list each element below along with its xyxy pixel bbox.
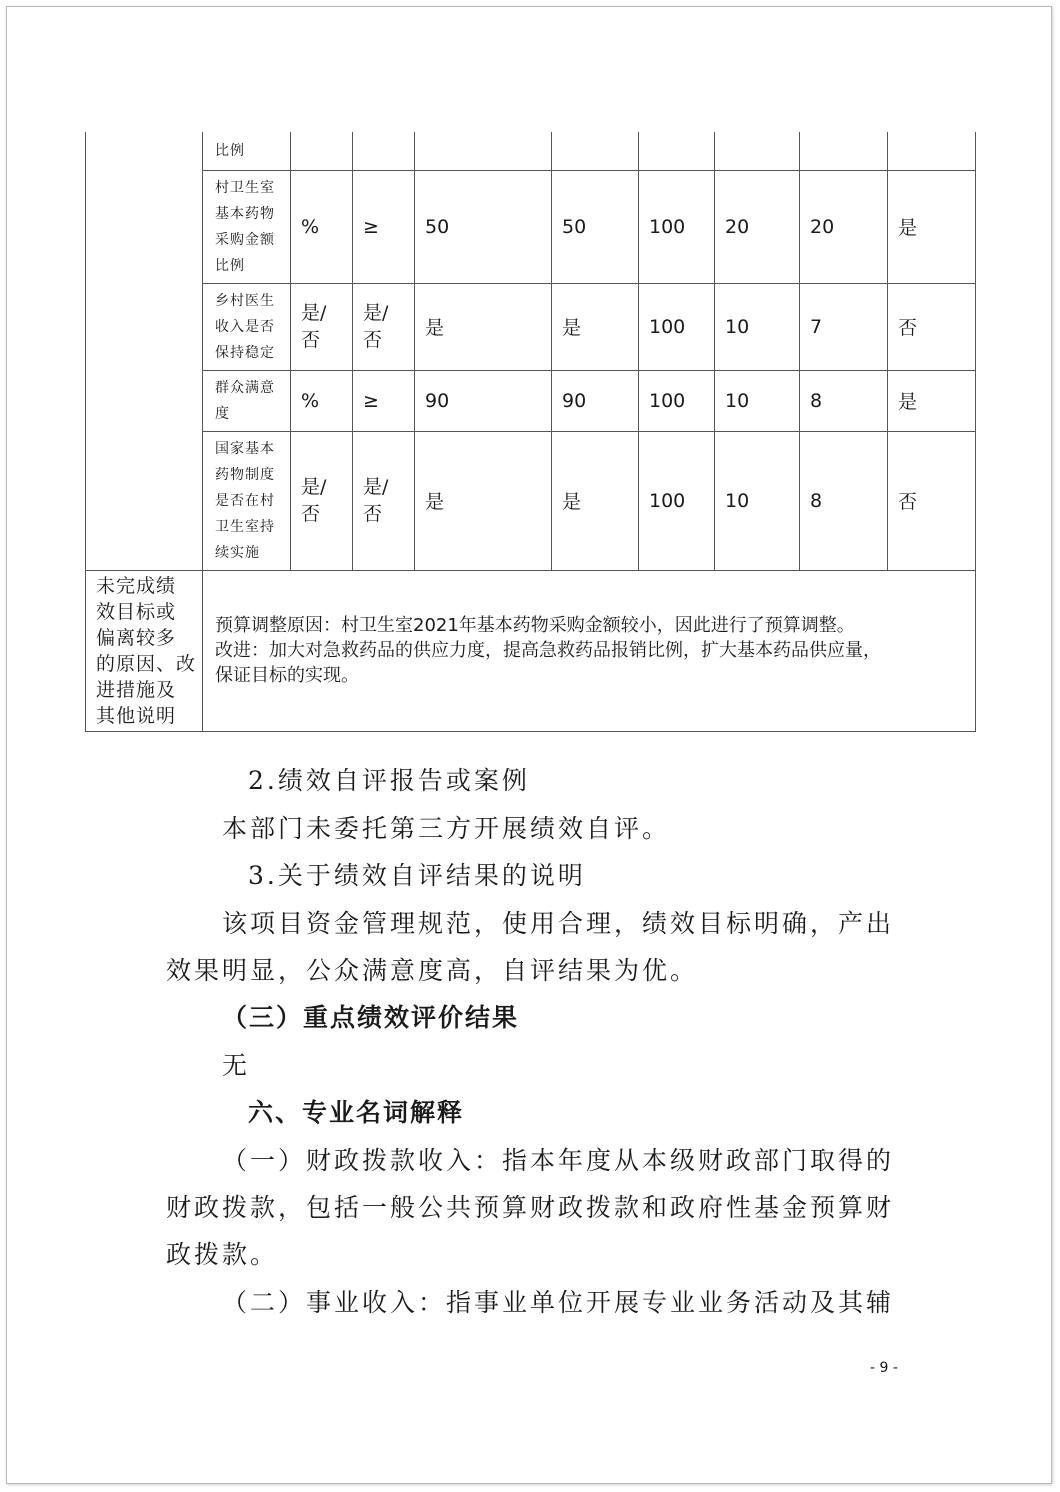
- weight-cell: 20: [715, 170, 800, 283]
- glossary-title: 六、专业名词解释: [248, 1098, 465, 1127]
- table-row: [86, 170, 976, 283]
- met-cell: 否: [888, 283, 976, 370]
- definition-1-line2: 财政拨款，包括一般公共预算财政拨款和政府性基金预算财: [166, 1193, 895, 1222]
- section-3-text-line2: 效果明显，公众满意度高，自评结果为优。: [166, 956, 699, 985]
- indicator-cell: 村卫生室 基本药物 采购金额 比例: [203, 170, 291, 283]
- indicator-cell: 比例: [203, 132, 291, 170]
- rate-cell: 100: [639, 431, 715, 570]
- actual-cell: 是: [552, 431, 639, 570]
- notes-row: [86, 570, 976, 731]
- operator-cell: ≥: [353, 370, 415, 431]
- rate-cell: 100: [639, 170, 715, 283]
- table-row: [86, 283, 976, 370]
- met-cell: 否: [888, 431, 976, 570]
- indicator-cell: 群众满意 度: [203, 370, 291, 431]
- section-3-title: 3.关于绩效自评结果的说明: [248, 861, 586, 890]
- weight-cell: 10: [715, 370, 800, 431]
- category-cell: [86, 132, 203, 570]
- performance-table: [85, 132, 976, 732]
- section-2-title: 2.绩效自评报告或案例: [248, 766, 530, 795]
- key-evaluation-text: 无: [222, 1051, 251, 1080]
- actual-cell: 50: [552, 170, 639, 283]
- definition-1-line1: （一）财政拨款收入：指本年度从本级财政部门取得的: [222, 1146, 895, 1175]
- table-row-continued: [86, 132, 976, 170]
- score-cell: 20: [800, 170, 888, 283]
- unit-cell: 是/ 否: [291, 431, 353, 570]
- notes-content: 预算调整原因：村卫生室2021年基本药物采购金额较小，因此进行了预算调整。 改进：加大对急救药品的供应力度，提高急救药品报销比例，扩大基本药品供应量， 保证目标的实现。: [203, 570, 976, 731]
- rate-cell: 100: [639, 370, 715, 431]
- target-cell: 90: [415, 370, 552, 431]
- score-cell: 7: [800, 283, 888, 370]
- weight-cell: 10: [715, 283, 800, 370]
- actual-cell: 90: [552, 370, 639, 431]
- met-cell: 是: [888, 170, 976, 283]
- key-evaluation-title: （三）重点绩效评价结果: [222, 1003, 520, 1032]
- score-cell: 8: [800, 370, 888, 431]
- page-number: - 9 -: [870, 1360, 898, 1376]
- unit-cell: 是/ 否: [291, 283, 353, 370]
- unit-cell: %: [291, 170, 353, 283]
- target-cell: 是: [415, 431, 552, 570]
- indicator-cell: 国家基本 药物制度 是否在村 卫生室持 续实施: [203, 431, 291, 570]
- definition-1-line3: 政拨款。: [166, 1240, 279, 1269]
- target-cell: 50: [415, 170, 552, 283]
- operator-cell: 是/ 否: [353, 283, 415, 370]
- unit-cell: %: [291, 370, 353, 431]
- table-row: [86, 431, 976, 570]
- notes-label: 未完成绩 效目标或 偏离较多 的原因、改 进措施及 其他说明: [86, 570, 203, 731]
- indicator-cell: 乡村医生 收入是否 保持稳定: [203, 283, 291, 370]
- met-cell: 是: [888, 370, 976, 431]
- definition-2-line1: （二）事业收入：指事业单位开展专业业务活动及其辅: [222, 1288, 895, 1317]
- rate-cell: 100: [639, 283, 715, 370]
- operator-cell: ≥: [353, 170, 415, 283]
- actual-cell: 是: [552, 283, 639, 370]
- weight-cell: 10: [715, 431, 800, 570]
- operator-cell: 是/ 否: [353, 431, 415, 570]
- section-2-text: 本部门未委托第三方开展绩效自评。: [222, 814, 671, 843]
- target-cell: 是: [415, 283, 552, 370]
- table-row: [86, 370, 976, 431]
- section-3-text-line1: 该项目资金管理规范，使用合理，绩效目标明确，产出: [222, 909, 895, 938]
- score-cell: 8: [800, 431, 888, 570]
